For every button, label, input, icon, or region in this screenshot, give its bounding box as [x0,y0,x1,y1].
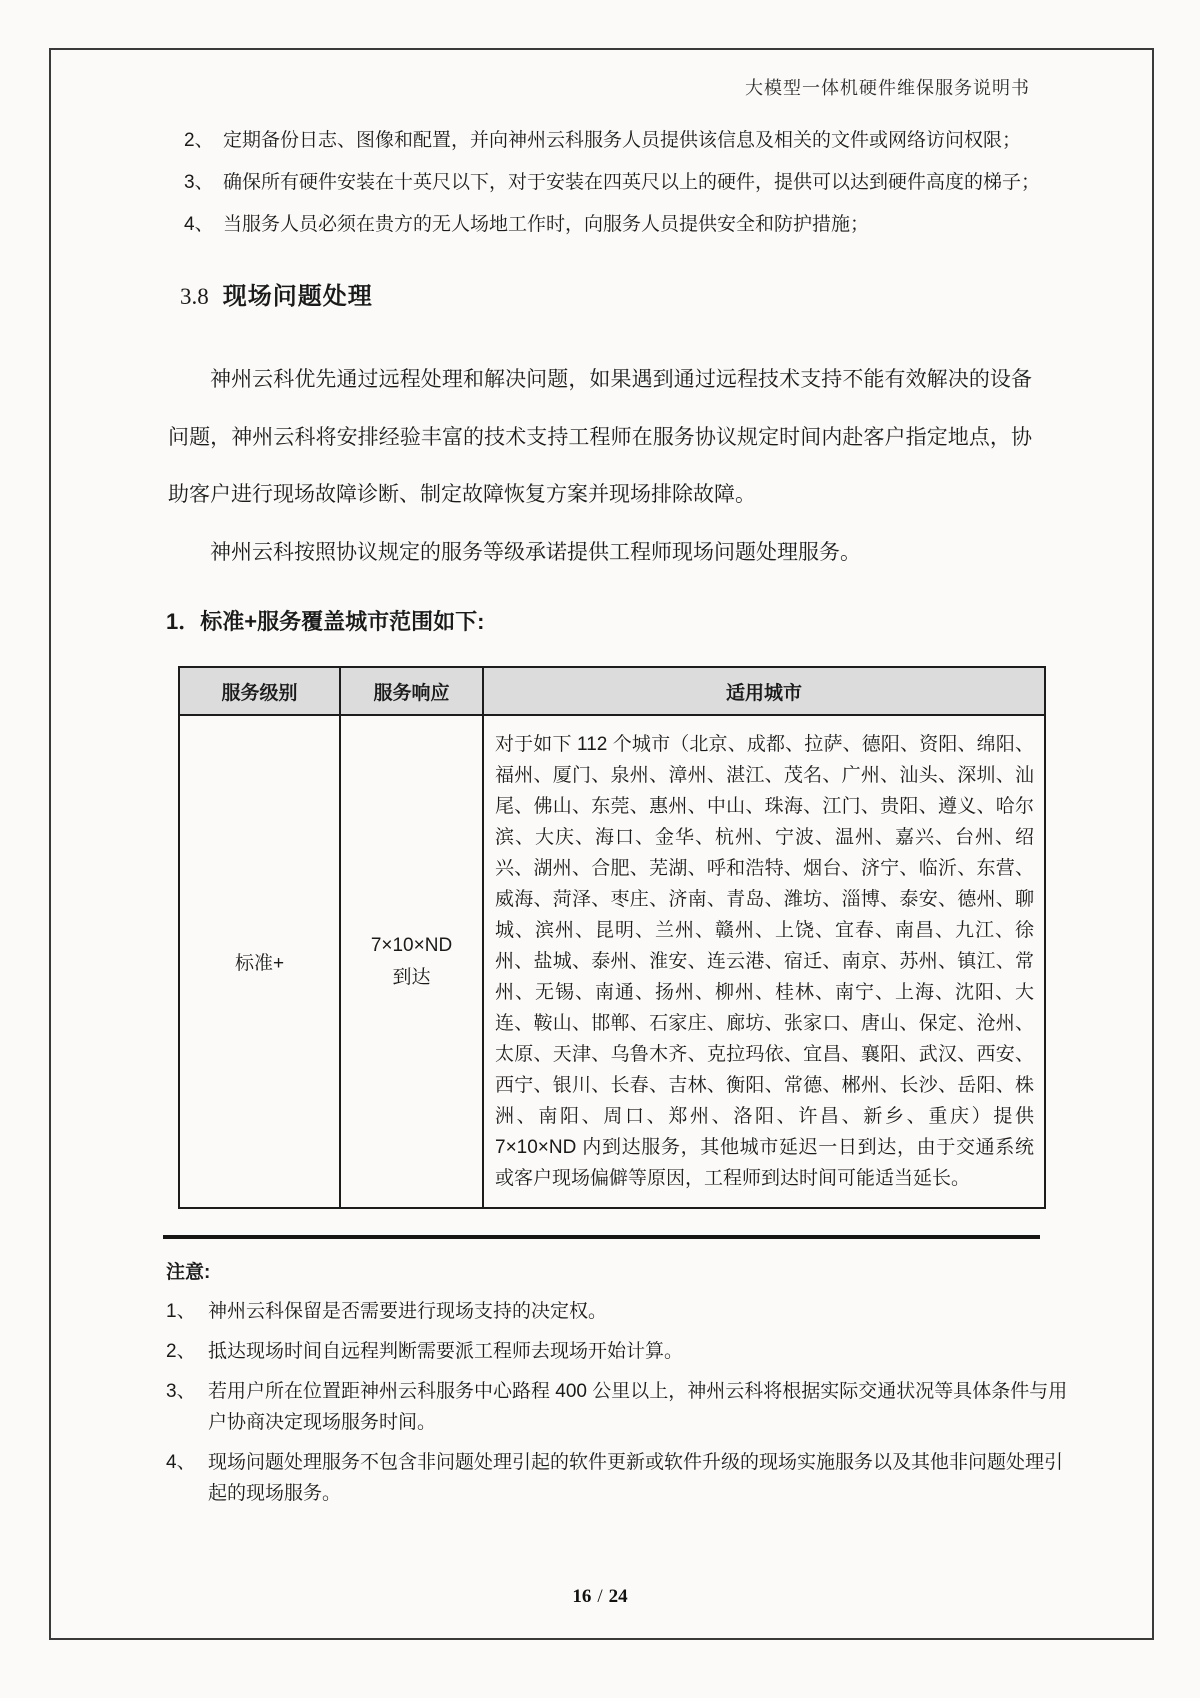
table-header-row [179,667,1045,715]
cell-service-level: 标准+ [179,715,340,1208]
page-footer [0,1586,1200,1608]
divider-rule [163,1235,1040,1239]
note-text: 现场问题处理服务不包含非问题处理引起的软件更新或软件升级的现场实施服务以及其他非问题处理引起的现场服务。 [208,1452,1064,1504]
coverage-heading: 1．标准+服务覆盖城市范围如下: [166,609,485,634]
note-item [166,1447,1086,1509]
note-number: 2、 [166,1341,196,1362]
document-header-title: 大模型一体机硬件维保服务说明书 [745,78,1030,98]
notes-list [166,1296,1086,1509]
note-number: 4、 [166,1452,196,1473]
page-frame [49,48,1154,1640]
list-item [184,214,1092,236]
page-number-total: 24 [608,1586,628,1607]
list-item-text: 当服务人员必须在贵方的无人场地工作时，向服务人员提供安全和防护措施； [223,214,870,235]
list-item-number: 4、 [184,214,214,235]
page-number-current: 16 [572,1586,592,1607]
header-applicable-cities: 适用城市 [483,667,1045,715]
note-text: 抵达现场时间自远程判断需要派工程师去现场开始计算。 [208,1341,684,1362]
note-number: 1、 [166,1301,196,1322]
page-number-separator: / [597,1586,603,1607]
obligation-list [184,130,1092,236]
table-row [179,715,1045,1208]
note-number: 3、 [166,1381,196,1402]
section-title: 现场问题处理 [222,283,373,310]
cell-applicable-cities: 对于如下 112 个城市（北京、成都、拉萨、德阳、资阳、绵阳、福州、厦门、泉州、漳州、湛江、茂名、广州、汕头、深圳、汕尾、佛山、东莞、惠州、中山、珠海、江门、贵阳、遵义、哈尔滨、大庆、海口、金华、杭州、宁波、温州、嘉兴、台州、绍兴、湖州、合肥、芜湖、呼和浩特、烟台、济宁、临沂、东营、威海、菏泽、枣庄、济南、青岛、潍坊、淄博、泰安、德州、聊城、滨州、昆明、兰州、赣州、上饶、宜春、南昌、九江、徐州、盐城、泰州、淮安、连云港、宿迁、南京、苏州、镇江、常州、无锡、南通、扬州、柳州、桂林、南宁、上海、沈阳、大连、鞍山、邯郸、石家庄、廊坊、张家口、唐山、保定、沧州、太原、天津、乌鲁木齐、克拉玛依、宜昌、襄阳、武汉、西安、西宁、银川、长春、吉林、衡阳、常德、郴州、长沙、岳阳、株洲、南阳、周口、郑州、洛阳、许昌、新乡、重庆）提供 7×10×ND 内到达服务，其他城市延迟一日到达，由于交通系统或客户现场偏僻等原因，工程师到达时间可能适当延长。 [483,715,1045,1208]
note-item [166,1336,1086,1367]
list-item-text: 定期备份日志、图像和配置，并向神州云科服务人员提供该信息及相关的文件或网络访问权限； [223,130,1022,151]
header-service-response: 服务响应 [340,667,483,715]
note-item [166,1296,1086,1327]
list-item-text: 确保所有硬件安装在十英尺以下，对于安装在四英尺以上的硬件，提供可以达到硬件高度的梯子； [223,172,1041,193]
paragraph-commitment: 神州云科按照协议规定的服务等级承诺提供工程师现场问题处理服务。 [210,540,861,564]
response-line1: 7×10×ND [370,934,453,956]
list-item-number: 2、 [184,130,214,151]
list-item [184,172,1092,194]
response-line2: 到达 [392,966,431,988]
list-item-number: 3、 [184,172,214,193]
section-heading [180,276,1152,311]
note-text: 若用户所在位置距神州云科服务中心路程 400 公里以上，神州云科将根据实际交通状况等具体条件与用户协商决定现场服务时间。 [208,1381,1068,1433]
list-item [184,130,1092,152]
note-text: 神州云科保留是否需要进行现场支持的决定权。 [208,1301,608,1322]
section-number: 3.8 [180,284,209,309]
cell-service-response [340,715,483,1208]
note-item [166,1376,1086,1438]
header-service-level: 服务级别 [179,667,340,715]
paragraph-intro: 神州云科优先通过远程处理和解决问题，如果遇到通过远程技术支持不能有效解决的设备问题，神州云科将安排经验丰富的技术支持工程师在服务协议规定时间内赴客户指定地点，协助客户进行现场故障诊断、制定故障恢复方案并现场排除故障。 [168,368,1032,506]
notes-title: 注意: [166,1262,211,1283]
service-coverage-table [178,666,1046,1209]
